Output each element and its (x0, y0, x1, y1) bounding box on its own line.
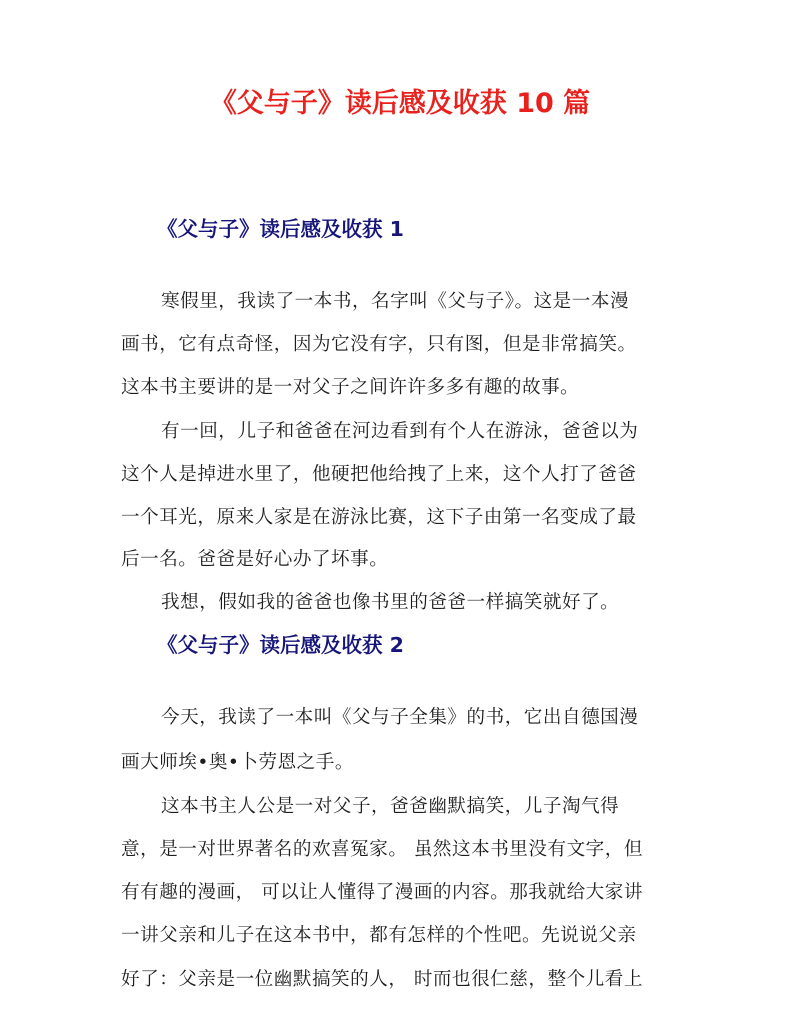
paragraph-line: 这本书主要讲的是一对父子之间许许多多有趣的故事。 (121, 377, 580, 398)
paragraph-line: 一讲父亲和儿子在这本书中，都有怎样的个性吧。先说说父亲 (121, 925, 637, 946)
paragraph-line: 寒假里，我读了一本书，名字叫《父与子》。这是一本漫 (161, 291, 630, 312)
paragraph-line: 意，是一对世界著名的欢喜冤家。 虽然这本书里没有文字，但 (121, 839, 643, 860)
paragraph-line: 这本书主人公是一对父子，爸爸幽默搞笑，儿子淘气得 (161, 796, 620, 817)
paragraph-line: 画书，它有点奇怪，因为它没有字，只有图，但是非常搞笑。 (121, 334, 637, 355)
paragraph-line: 我想，假如我的爸爸也像书里的爸爸一样搞笑就好了。 (161, 592, 620, 613)
paragraph-line: 后一名。爸爸是好心办了坏事。 (121, 549, 389, 570)
paragraph-line: 有有趣的漫画， 可以让人懂得了漫画的内容。那我就给大家讲 (121, 882, 643, 903)
section-heading-1: 《父与子》读后感及收获 1 (157, 217, 404, 241)
section-heading-2: 《父与子》读后感及收获 2 (157, 633, 404, 657)
paragraph-line: 有一回，儿子和爸爸在河边看到有个人在游泳，爸爸以为 (161, 421, 639, 442)
document-title: 《父与子》读后感及收获 10 篇 (209, 88, 591, 119)
paragraph-line: 画大师埃•奥•卜劳恩之手。 (121, 752, 354, 773)
paragraph-line: 今天，我读了一本叫《父与子全集》的书，它出自德国漫 (161, 707, 639, 728)
paragraph-line: 这个人是掉进水里了，他硬把他给拽了上来，这个人打了爸爸 (121, 464, 637, 485)
paragraph-line: 好了：父亲是一位幽默搞笑的人， 时而也很仁慈，整个儿看上 (121, 969, 643, 990)
paragraph-line: 一个耳光，原来人家是在游泳比赛，这下子由第一名变成了最 (121, 507, 637, 528)
